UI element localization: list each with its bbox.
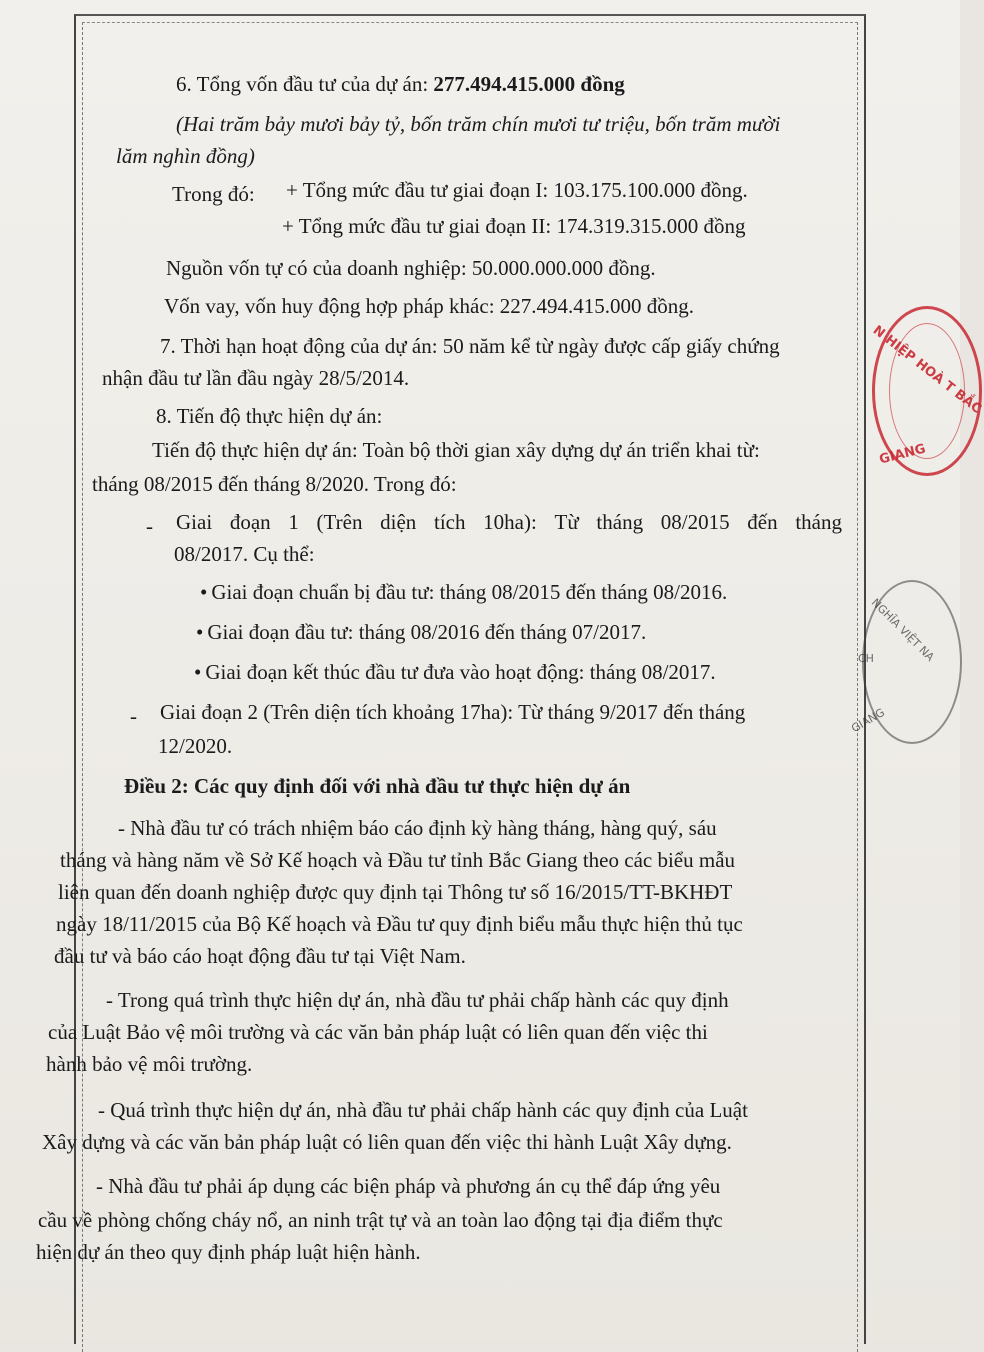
section6-own-capital: Nguồn vốn tự có của doanh nghiệp: 50.000.000.000 đồng. xyxy=(166,256,656,280)
article2-p3-line2: Xây dựng và các văn bản pháp luật có liên quan đến việc thi hành Luật Xây dựng. xyxy=(42,1130,732,1154)
stage1-word: 08/2015 xyxy=(660,510,730,534)
stage1-word: đến xyxy=(747,510,778,534)
section6-words-line1: (Hai trăm bảy mươi bảy tỷ, bốn trăm chín mươi tư triệu, bốn trăm mười xyxy=(176,112,781,136)
section6-phase1: + Tổng mức đầu tư giai đoạn I: 103.175.100.000 đồng. xyxy=(286,178,748,202)
section6-words-line2: lăm nghìn đồng) xyxy=(116,144,255,168)
red-seal-text-bottom: GIANG xyxy=(877,441,928,468)
stage1-word: Giai xyxy=(176,510,213,534)
article2-p2-line1: - Trong quá trình thực hiện dự án, nhà đầu tư phải chấp hành các quy định xyxy=(106,988,729,1012)
article2-p1-line2: tháng và hàng năm về Sở Kế hoạch và Đầu tư tỉnh Bắc Giang theo các biểu mẫu xyxy=(60,848,736,872)
stage1-word: tháng xyxy=(596,510,644,534)
stage1-word: (Trên xyxy=(316,510,363,534)
red-seal-stamp xyxy=(869,306,984,476)
stage1-line2: 08/2017. Cụ thể: xyxy=(174,542,315,566)
article2-p3-line1: - Quá trình thực hiện dự án, nhà đầu tư phải chấp hành các quy định của Luật xyxy=(98,1098,748,1122)
article2-p1-line1: - Nhà đầu tư có trách nhiệm báo cáo định kỳ hàng tháng, hàng quý, sáu xyxy=(118,816,717,840)
section8-title: 8. Tiến độ thực hiện dự án: xyxy=(156,404,383,428)
bullet-text: Giai đoạn đầu tư: tháng 08/2016 đến tháng 07/2017. xyxy=(207,620,647,644)
bullet-text: Giai đoạn chuẩn bị đầu tư: tháng 08/2015 đến tháng 08/2016. xyxy=(211,580,728,604)
section8-intro-line1: Tiến độ thực hiện dự án: Toàn bộ thời gian xây dựng dự án triển khai từ: xyxy=(152,438,760,462)
section7-line2: nhận đầu tư lần đầu ngày 28/5/2014. xyxy=(102,366,410,390)
article2-p1-line3: liên quan đến doanh nghiệp được quy định tại Thông tư số 16/2015/TT-BKHĐT xyxy=(58,880,733,904)
stage1-word: tháng xyxy=(795,510,842,534)
section6-trong-do: Trong đó: xyxy=(172,182,255,206)
article2-p1-line5: đầu tư và báo cáo hoạt động đầu tư tại Việt Nam. xyxy=(54,944,466,968)
stage1-bullet-3 xyxy=(194,658,716,686)
stage1-word: diện xyxy=(380,510,417,534)
article2-p2-line2: của Luật Bảo vệ môi trường và các văn bản pháp luật có liên quan đến việc thi xyxy=(48,1020,708,1044)
grey-seal-text-mid: CH xyxy=(858,652,874,665)
stage1-word: Từ xyxy=(554,510,579,534)
stage1-bullet-2 xyxy=(196,618,646,646)
red-seal-text-top: N HIỆP HOÀ T BẮC xyxy=(869,323,984,417)
section6-title-prefix: 6. Tổng vốn đầu tư của dự án: xyxy=(176,72,434,96)
article2-p4-line2: cầu về phòng chống cháy nổ, an ninh trật tự và an toàn lao động tại địa điểm thực xyxy=(38,1208,723,1232)
article2-p2-line3: hành bảo vệ môi trường. xyxy=(46,1052,253,1076)
article2-p4-line1: - Nhà đầu tư phải áp dụng các biện pháp và phương án cụ thể đáp ứng yêu xyxy=(96,1174,721,1198)
stage1-bullet-1 xyxy=(200,578,727,606)
stage1-line1 xyxy=(176,508,842,536)
stage2-line2: 12/2020. xyxy=(158,734,233,758)
stage1-dash: - xyxy=(146,514,153,538)
section8-intro-line2: tháng 08/2015 đến tháng 8/2020. Trong đó: xyxy=(92,472,457,496)
article2-title: Điều 2: Các quy định đối với nhà đầu tư thực hiện dự án xyxy=(124,774,631,798)
article2-p4-line3: hiện dự án theo quy định pháp luật hiện hành. xyxy=(36,1240,421,1264)
bullet-text: Giai đoạn kết thúc đầu tư đưa vào hoạt động: tháng 08/2017. xyxy=(205,660,716,684)
section6-phase2: + Tổng mức đầu tư giai đoạn II: 174.319.315.000 đồng xyxy=(282,214,746,238)
bullet-dot-icon: • xyxy=(196,620,204,644)
bullet-dot-icon: • xyxy=(194,660,202,684)
article2-p1-line4: ngày 18/11/2015 của Bộ Kế hoạch và Đầu tư quy định biểu mẫu thực hiện thủ tục xyxy=(56,912,743,936)
section6-title xyxy=(176,70,625,98)
section6-total-amount: 277.494.415.000 đồng xyxy=(433,72,625,96)
stage1-word: 10ha): xyxy=(483,510,537,534)
grey-seal-stamp xyxy=(849,580,962,744)
stage1-word: tích xyxy=(433,510,466,534)
grey-seal-text-top: NGHĨA VIỆT NA xyxy=(868,596,937,664)
section7-line1: 7. Thời hạn hoạt động của dự án: 50 năm kể từ ngày được cấp giấy chứng xyxy=(160,334,780,358)
stage1-word: 1 xyxy=(288,510,299,534)
grey-seal-text-bottom: GIANG xyxy=(849,705,887,736)
section6-loan-capital: Vốn vay, vốn huy động hợp pháp khác: 227.494.415.000 đồng. xyxy=(164,294,695,318)
stage1-word: đoạn xyxy=(229,510,271,534)
stage2-dash: - xyxy=(130,704,137,728)
stage2-line1: Giai đoạn 2 (Trên diện tích khoảng 17ha): Từ tháng 9/2017 đến tháng xyxy=(160,700,746,724)
bullet-dot-icon: • xyxy=(200,580,208,604)
